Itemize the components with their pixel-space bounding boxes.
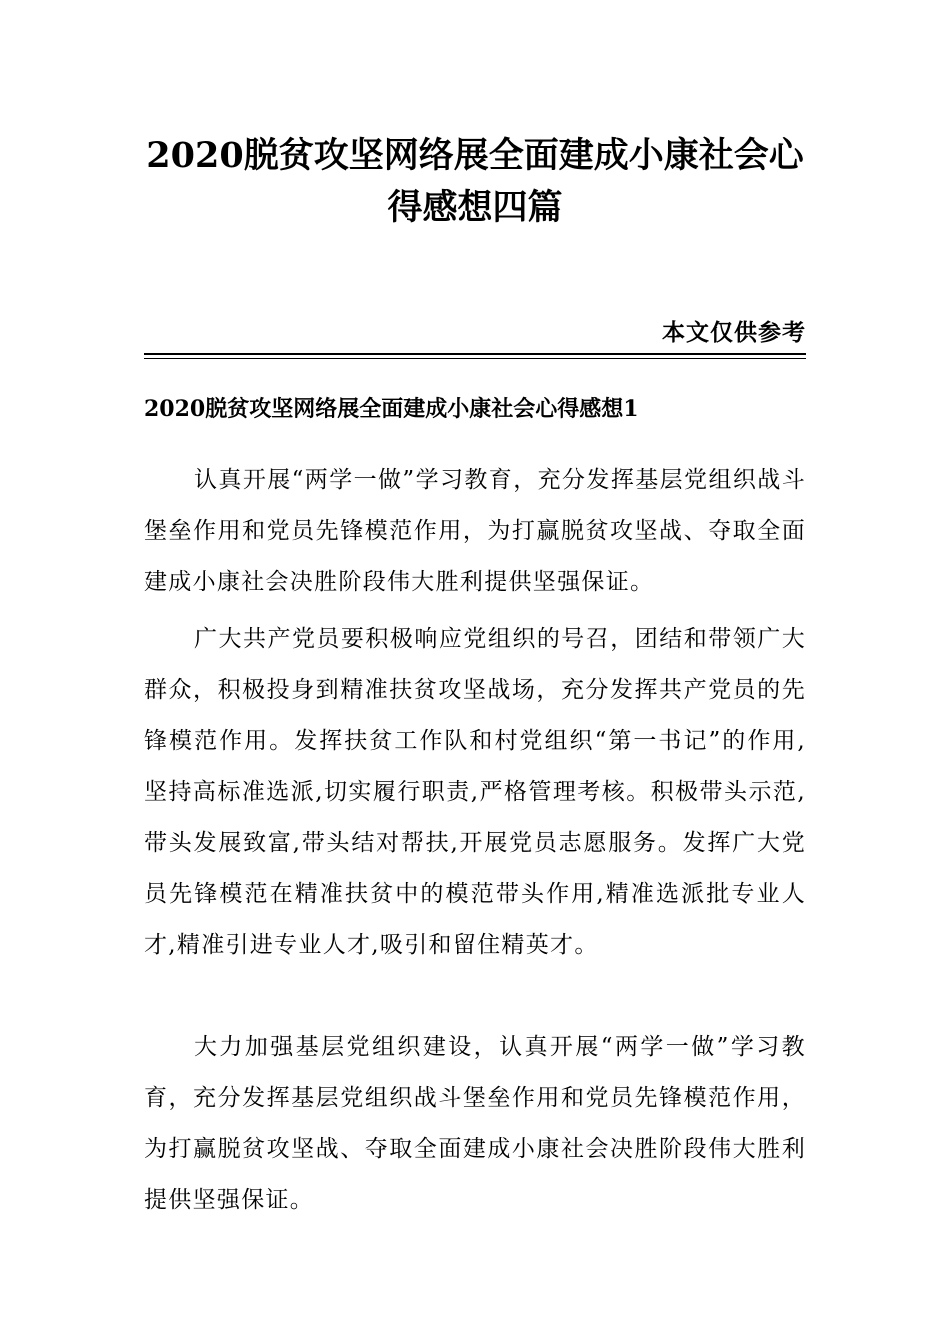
- body-paragraph: 广大共产党员要积极响应党组织的号召，团结和带领广大群众，积极投身到精准扶贫攻坚战场，充分发挥共产党员的先锋模范作用。发挥扶贫工作队和村党组织“第一书记”的作用,坚持高标准选派,切实履行职责,严格管理考核。积极带头示范,带头发展致富,带头结对帮扶,开展党员志愿服务。发挥广大党员先锋模范在精准扶贫中的模范带头作用,精准选派批专业人才,精准引进专业人才,吸引和留住精英才。: [144, 626, 806, 958]
- body-paragraph: 认真开展“两学一做”学习教育，充分发挥基层党组织战斗堡垒作用和党员先锋模范作用，为打赢脱贫攻坚战、夺取全面建成小康社会决胜阶段伟大胜利提供坚强保证。: [144, 467, 806, 595]
- header-divider-thin: [144, 358, 806, 359]
- document-title-line-1: 2020脱贫攻坚网络展全面建成小康社会心: [146, 135, 804, 176]
- document-title: [120, 130, 830, 234]
- section-heading: 2020脱贫攻坚网络展全面建成小康社会心得感想1: [144, 396, 639, 422]
- body-paragraph: 大力加强基层党组织建设，认真开展“两学一做”学习教育，充分发挥基层党组织战斗堡垒作用和党员先锋模范作用，为打赢脱贫攻坚战、夺取全面建成小康社会决胜阶段伟大胜利提供坚强保证。: [144, 1034, 806, 1213]
- document-title-line-2: 得感想四篇: [387, 187, 563, 228]
- reference-note: 本文仅供参考: [662, 319, 806, 346]
- header-divider-thick: [144, 353, 806, 355]
